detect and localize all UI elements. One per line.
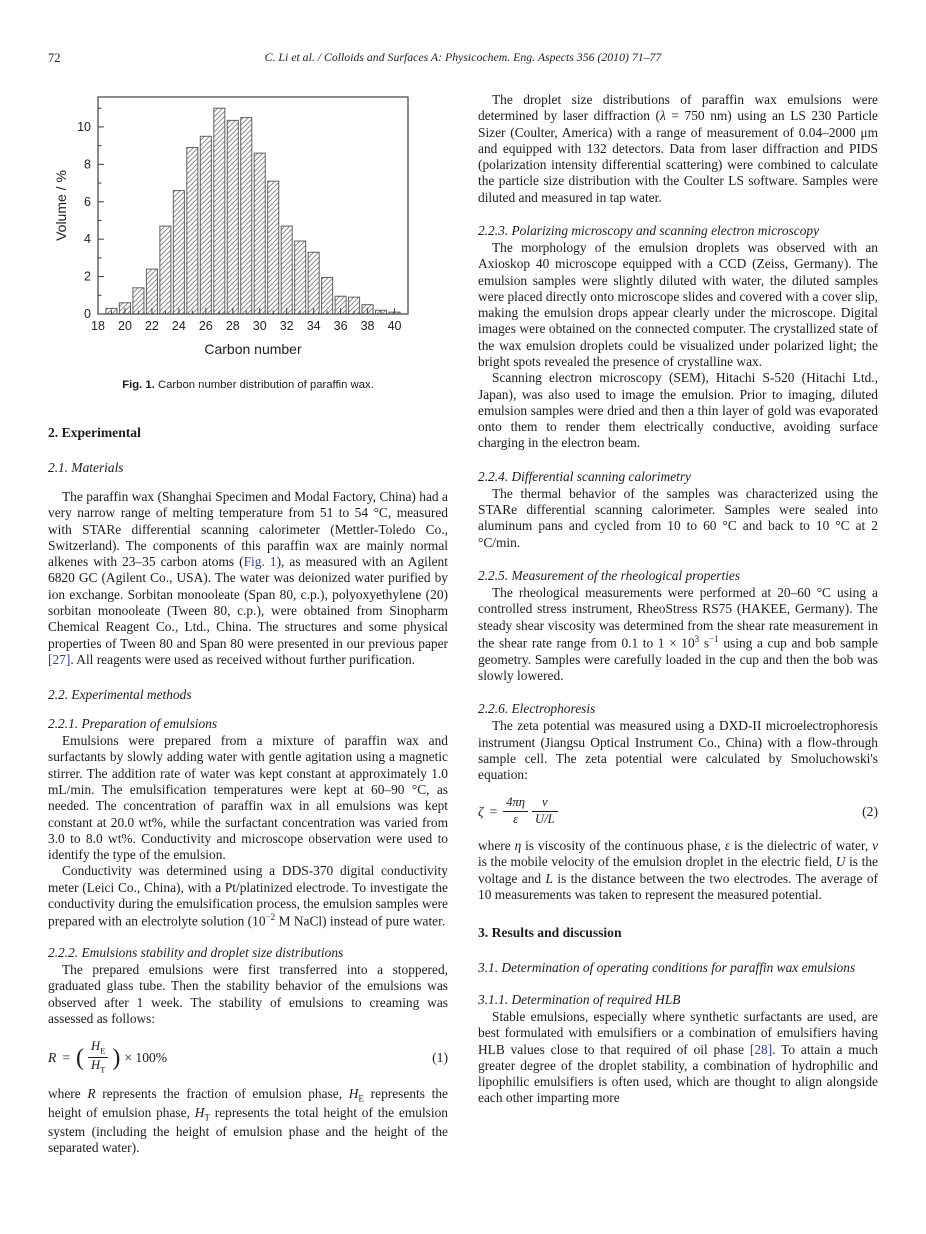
denominator-symbol: H [90, 1058, 101, 1073]
equation-2-fraction-2 [532, 796, 558, 827]
equation-2-body [478, 796, 558, 827]
text-segment: The droplet size distributions of paraffin wax emulsions were determined by laser diffraction ( [478, 92, 878, 124]
citation-link[interactable]: [28] [749, 1041, 773, 1057]
figure-caption-label: Fig. 1. [122, 379, 155, 391]
svg-text:4: 4 [84, 232, 91, 247]
equation-2-lhs: ζ [478, 803, 484, 819]
dsc-paragraph: The thermal behavior of the samples was characterized using the STARe differential scanning calorimeter. Samples were sealed into aluminum pans and cycled from 10 to 60 °C and back to 10 °C at 2 °C/min. [478, 485, 878, 550]
fraction2-denominator: U/L [535, 812, 555, 827]
citation-link[interactable]: [27] [48, 651, 71, 667]
left-column [48, 92, 448, 1156]
hlb-paragraph [478, 1009, 878, 1107]
text-segment: L [545, 870, 553, 886]
text-segment: H [348, 1086, 359, 1102]
fraction1-numerator: 4πη [503, 796, 528, 812]
two-column-body [0, 68, 926, 1156]
equation-1-fraction [88, 1040, 108, 1075]
section-2-2-4-heading: 2.2.4. Differential scanning calorimetry [478, 468, 691, 484]
fraction-denominator [88, 1058, 108, 1075]
equation-1-body: R = ( $\frac{H_E}{H_T}$ ) × 100% [48, 1039, 168, 1075]
section-2-2-6-heading: 2.2.6. Electrophoresis [478, 701, 596, 717]
text-segment: η [514, 838, 522, 854]
text-segment: where [478, 838, 515, 854]
section-2-2-3-heading: 2.2.3. Polarizing microscopy and scanning electron microscopy [478, 222, 820, 238]
text-segment: using a cup and bob sample geometry. Samples were carefully loaded in the cup and then the bob was slowly lowered. [478, 635, 879, 683]
text-segment: M NaCl) instead of pure water. [275, 913, 446, 929]
svg-text:10: 10 [77, 119, 91, 134]
text-segment: The paraffin wax (Shanghai Specimen and Modal Factory, China) had a very narrow range of melting temperature from 51 to 54 °C, measured with STARe differential scanning calorimeter (Mettler-Toledo Co., Switzerland). The components of this paraffin wax are mainly normal alkenes with 23–35 carbon atoms ( [48, 489, 448, 570]
text-segment: represents the height of emulsion phase, [48, 1086, 448, 1120]
equation-2 [478, 796, 878, 827]
svg-text:8: 8 [84, 157, 91, 172]
running-head: C. Li et al. / Colloids and Surfaces A: Physicochem. Eng. Aspects 356 (2010) 71–77 [264, 50, 662, 64]
carbon-number-histogram [54, 92, 431, 358]
fraction2-numerator: ν [532, 796, 558, 812]
svg-text:6: 6 [84, 194, 91, 209]
svg-text:34: 34 [306, 319, 321, 333]
equation-1 [48, 1040, 448, 1075]
text-segment: represents the total height of the emulsion system (including the height of emulsion phase and the height of the separated water). [48, 1104, 448, 1155]
page-number: 72 [48, 51, 61, 65]
section-2-heading: 2. Experimental [48, 425, 141, 440]
svg-text:22: 22 [144, 319, 159, 333]
stability-paragraph: The prepared emulsions were first transferred into a stoppered, graduated glass tube. Then the stability behavior of the emulsions was observed after 1 week. The stability of emulsions to creaming was assessed as follows: [48, 962, 448, 1026]
text-segment: is the dielectric of water, [730, 838, 873, 854]
text-segment: is the distance between the two electrodes. The average of 10 measurements was taken to represent the measured potential. [478, 870, 878, 902]
svg-text:36: 36 [333, 319, 348, 333]
fraction1-denominator: ε [513, 812, 519, 827]
text-segment: s [699, 635, 710, 651]
morphology-paragraph: The morphology of the emulsion droplets was observed with an Axioskop 40 microscope equipped with a CCD (Zeiss, Germany). The emulsion samples were slightly diluted with water, the diluted samples were placed directly onto microscope slides and covered with a cover slip, making the emulsion drops appear clearly under the microscope. Digital images were obtained on the connected computer. The crystallized state of the wax emulsion droplets could be visualized under polarized light; the bright spots revealed the presence of crystalline wax. [478, 240, 878, 370]
text-segment: ), as measured with an Agilent 6820 GC (Agilent Co., USA). The water was deionized water purified by ion exchange. Sorbitan monooleate (Span 80, c.p.), polyoxyethylene (20) sorbitan monooleate (Tween 80, c.p.), were obtained from Sinopharm Chemical Reagent Co., Ltd., China. The structures and some physical properties of Tween 80 and Span 80 were presented in our previous paper [48, 554, 448, 651]
text-segment: . All reagents were used as received without further purification. [70, 651, 415, 667]
figure-1 [48, 92, 448, 391]
svg-text:18: 18 [91, 319, 105, 333]
text-segment: Stable emulsions, especially where synthetic surfactants are used, are best formulated with emulsifiers or a combination of emulsifiers having HLB values close to that required of oil phase [478, 1008, 878, 1057]
sem-paragraph: Scanning electron microscopy (SEM), Hitachi S-520 (Hitachi Ltd., Japan), was also used to image the emulsion. Prior to imaging, diluted emulsion samples were dried and then a thin layer of gold was evaporated onto them to render them electrically conductive, avoiding surface charging in the electron beam. [478, 370, 878, 451]
text-segment: . To attain a much greater degree of the droplet stability, a combination of hydrophilic and lipophilic emulsifiers is often used, which are thought to align alongside each other imparting more [478, 1041, 878, 1106]
materials-paragraph [48, 489, 448, 668]
section-3-heading: 3. Results and discussion [478, 925, 622, 941]
svg-text:30: 30 [252, 319, 267, 333]
svg-text:24: 24 [171, 319, 186, 333]
equation-2-equals: = [489, 803, 498, 819]
equation-1-number: (1) [432, 1049, 448, 1065]
section-2-1-heading: 2.1. Materials [48, 460, 124, 475]
x-axis-label: Carbon number [204, 341, 302, 357]
rheology-paragraph [478, 585, 878, 684]
text-segment: −1 [709, 633, 719, 644]
text-segment: R [87, 1086, 96, 1102]
text-segment: 3 [694, 633, 700, 644]
text-segment: where [48, 1086, 88, 1102]
text-segment: E [358, 1093, 364, 1104]
text-segment: The rheological measurements were performed at 20–60 °C using a controlled stress instrument, RheoStress RS75 (HAKEE, Germany). The steady shear viscosity was determined from the shear rate measurement in the shear rate range from 0.1 to 1 × 10 [478, 584, 878, 651]
svg-text:26: 26 [198, 319, 213, 333]
svg-text:2: 2 [84, 269, 91, 284]
text-segment: H [194, 1104, 205, 1120]
text-segment: ε [724, 838, 731, 854]
conductivity-paragraph [48, 863, 448, 930]
text-segment: λ [659, 108, 666, 124]
y-axis-label: Volume / % [54, 170, 69, 241]
section-3-1-1-heading: 3.1.1. Determination of required HLB [478, 991, 681, 1007]
equation-1-equals: = [62, 1049, 70, 1065]
figure-1-caption [48, 379, 448, 391]
right-column [478, 92, 878, 1156]
section-2-2-2-heading: 2.2.2. Emulsions stability and droplet size distributions [48, 945, 344, 961]
where-paragraph-1 [48, 1086, 448, 1156]
text-segment: is viscosity of the continuous phase, [521, 838, 725, 854]
droplet-size-paragraph [478, 92, 878, 206]
preparation-paragraph: Emulsions were prepared from a mixture of paraffin wax and surfactants by slowly adding water with gentle agitation using a magnetic stirrer. The addition rate of water was kept constant at approximately 1.0 mL/min. The emulsification temperatures were kept at 60–90 °C, as needed. The concentration of paraffin wax in all emulsions was kept constant at 20.0 wt%, while the surfactant concentration was varied from 3.0 to 8.0 wt%. Conductivity and microscope observation were used to identify the type of the emulsion. [48, 733, 448, 863]
text-segment: = 750 nm) using an LS 230 Particle Sizer (Coulter, America) with a range of measurement of 0.04–2000 μm and equipped with 132 detectors. Data from laser diffraction and PIDS (polarization intensity differential scattering) were combined to calculate the particle size distribution with the Coulter LS software. Samples were diluted and measured in tap water. [478, 108, 878, 205]
section-2-2-5-heading: 2.2.5. Measurement of the rheological properties [478, 567, 741, 583]
svg-text:32: 32 [279, 319, 294, 333]
text-segment: ν [872, 838, 879, 854]
figure-1-chart [54, 92, 448, 363]
equation-2-fraction-1 [503, 796, 528, 827]
text-segment: −2 [265, 912, 276, 923]
text-segment: represents the fraction of emulsion phase, [95, 1086, 349, 1102]
citation-link[interactable]: Fig. 1 [243, 554, 277, 570]
equation-1-rhs: × 100% [124, 1049, 168, 1065]
svg-text:0: 0 [84, 307, 91, 321]
page-header [0, 50, 926, 68]
text-segment: is the voltage and [478, 854, 878, 886]
denominator-subscript: T [100, 1064, 106, 1075]
svg-text:28: 28 [225, 319, 240, 333]
text-segment: T [204, 1112, 210, 1123]
text-segment: U [835, 854, 846, 870]
svg-text:38: 38 [360, 319, 375, 333]
text-segment: is the mobile velocity of the emulsion droplet in the electric field, [478, 854, 836, 870]
figure-caption-text: Carbon number distribution of paraffin wax. [154, 379, 374, 391]
where-paragraph-2 [478, 838, 878, 903]
text-segment: Conductivity was determined using a DDS-370 digital conductivity meter (Leici Co., China), with a Pt/platinized electrode. To investigate the conductivity during the emulsification process, the emulsion samples were prepared with an electrolyte solution (10 [48, 863, 448, 929]
svg-text:20: 20 [118, 319, 132, 333]
section-3-1-heading: 3.1. Determination of operating conditions for paraffin wax emulsions [478, 960, 856, 976]
numerator-symbol: H [90, 1039, 101, 1054]
equation-2-number: (2) [862, 803, 878, 819]
numerator-subscript: E [100, 1045, 106, 1056]
equation-1-lhs: R [48, 1049, 57, 1065]
svg-text:40: 40 [387, 319, 402, 333]
section-2-2-1-heading: 2.2.1. Preparation of emulsions [48, 716, 218, 732]
zeta-paragraph: The zeta potential was measured using a DXD-II microelectrophoresis instrument (Jiangsu Optical Instrument Co., China) with a flow-through sample cell. The zeta potential were calculated by Smoluchowski's equation: [478, 718, 878, 783]
fraction-numerator [88, 1040, 108, 1058]
section-2-2-heading: 2.2. Experimental methods [48, 687, 192, 703]
